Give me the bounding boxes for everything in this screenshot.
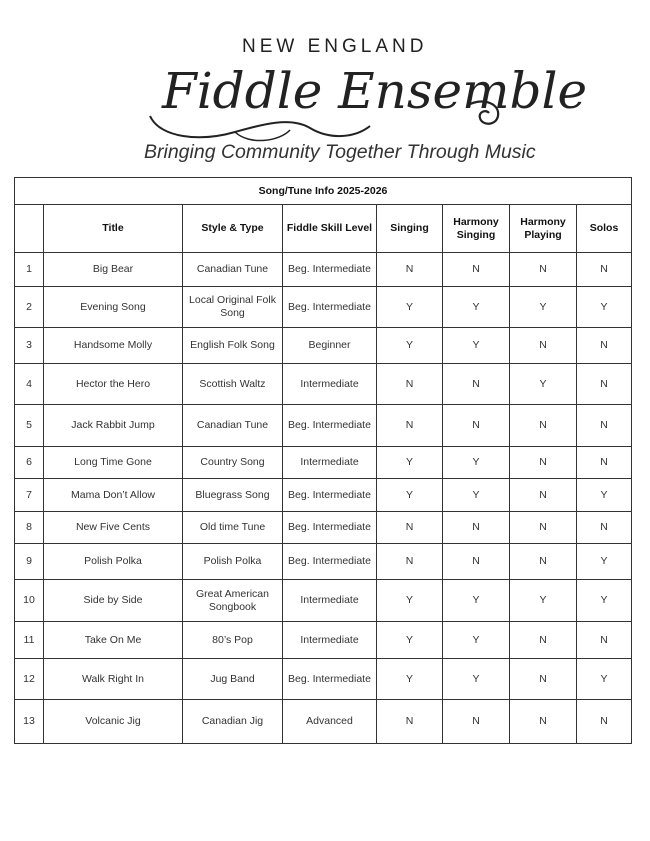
singing-value: Y [377, 659, 443, 700]
harmony-playing-value: N [510, 328, 577, 364]
song-info-table [14, 177, 632, 744]
singing-value: Y [377, 287, 443, 328]
table-row [15, 364, 632, 405]
singing-value: Y [377, 447, 443, 479]
table-row [15, 659, 632, 700]
table-row [15, 700, 632, 744]
singing-value: Y [377, 479, 443, 512]
harmony-playing-value: N [510, 544, 577, 580]
table-row [15, 447, 632, 479]
song-style: Bluegrass Song [183, 479, 283, 512]
song-title: Walk Right In [44, 659, 183, 700]
col-header-harmony-singing: Harmony Singing [443, 205, 510, 253]
song-title: Jack Rabbit Jump [44, 405, 183, 447]
table-row [15, 544, 632, 580]
singing-value: Y [377, 580, 443, 622]
song-style: Local Original Folk Song [183, 287, 283, 328]
solos-value: N [577, 364, 632, 405]
col-header-singing: Singing [377, 205, 443, 253]
row-number: 5 [15, 405, 44, 447]
skill-level: Intermediate [283, 580, 377, 622]
harmony-singing-value: Y [443, 287, 510, 328]
song-style: Polish Polka [183, 544, 283, 580]
row-number: 9 [15, 544, 44, 580]
row-number: 1 [15, 253, 44, 287]
row-number: 8 [15, 512, 44, 544]
logo-script-wordmark [140, 46, 588, 141]
song-style: Canadian Tune [183, 405, 283, 447]
harmony-singing-value: Y [443, 622, 510, 659]
solos-value: N [577, 700, 632, 744]
harmony-singing-value: N [443, 253, 510, 287]
row-number: 6 [15, 447, 44, 479]
harmony-playing-value: Y [510, 287, 577, 328]
song-title: Long Time Gone [44, 447, 183, 479]
skill-level: Beg. Intermediate [283, 512, 377, 544]
table-row [15, 580, 632, 622]
song-style: English Folk Song [183, 328, 283, 364]
harmony-singing-value: Y [443, 659, 510, 700]
singing-value: N [377, 544, 443, 580]
song-style: Great American Songbook [183, 580, 283, 622]
fiddle-scroll-icon [140, 46, 588, 141]
singing-value: N [377, 512, 443, 544]
singing-value: N [377, 405, 443, 447]
col-header-solos: Solos [577, 205, 632, 253]
skill-level: Beginner [283, 328, 377, 364]
org-logo [140, 30, 588, 170]
skill-level: Beg. Intermediate [283, 479, 377, 512]
row-number: 3 [15, 328, 44, 364]
harmony-playing-value: Y [510, 364, 577, 405]
song-style: Country Song [183, 447, 283, 479]
table-row [15, 253, 632, 287]
song-title: Hector the Hero [44, 364, 183, 405]
harmony-playing-value: N [510, 512, 577, 544]
row-number: 4 [15, 364, 44, 405]
solos-value: N [577, 253, 632, 287]
solos-value: N [577, 512, 632, 544]
harmony-singing-value: Y [443, 328, 510, 364]
song-style: Jug Band [183, 659, 283, 700]
col-header-number [15, 205, 44, 253]
song-title: Handsome Molly [44, 328, 183, 364]
skill-level: Advanced [283, 700, 377, 744]
row-number: 13 [15, 700, 44, 744]
song-title: Volcanic Jig [44, 700, 183, 744]
harmony-playing-value: N [510, 405, 577, 447]
logo-script-text: Fiddle Ensemble [162, 62, 588, 120]
harmony-playing-value: N [510, 253, 577, 287]
table-row [15, 479, 632, 512]
harmony-singing-value: N [443, 364, 510, 405]
solos-value: Y [577, 659, 632, 700]
row-number: 12 [15, 659, 44, 700]
song-title: Take On Me [44, 622, 183, 659]
harmony-playing-value: Y [510, 580, 577, 622]
song-title: Big Bear [44, 253, 183, 287]
song-title: Side by Side [44, 580, 183, 622]
song-title: Evening Song [44, 287, 183, 328]
table-row [15, 328, 632, 364]
solos-value: Y [577, 479, 632, 512]
song-style: Scottish Waltz [183, 364, 283, 405]
harmony-playing-value: N [510, 659, 577, 700]
song-style: Canadian Tune [183, 253, 283, 287]
harmony-singing-value: Y [443, 580, 510, 622]
table-row [15, 512, 632, 544]
song-style: Old time Tune [183, 512, 283, 544]
harmony-playing-value: N [510, 700, 577, 744]
harmony-singing-value: Y [443, 447, 510, 479]
harmony-playing-value: N [510, 479, 577, 512]
row-number: 11 [15, 622, 44, 659]
singing-value: N [377, 700, 443, 744]
solos-value: N [577, 405, 632, 447]
table-row [15, 622, 632, 659]
skill-level: Intermediate [283, 447, 377, 479]
song-title: Polish Polka [44, 544, 183, 580]
column-headers [15, 205, 632, 253]
skill-level: Beg. Intermediate [283, 253, 377, 287]
skill-level: Beg. Intermediate [283, 544, 377, 580]
singing-value: N [377, 364, 443, 405]
solos-value: N [577, 622, 632, 659]
skill-level: Beg. Intermediate [283, 405, 377, 447]
row-number: 7 [15, 479, 44, 512]
harmony-singing-value: N [443, 544, 510, 580]
skill-level: Intermediate [283, 364, 377, 405]
harmony-singing-value: N [443, 700, 510, 744]
singing-value: Y [377, 328, 443, 364]
song-style: 80’s Pop [183, 622, 283, 659]
harmony-singing-value: Y [443, 479, 510, 512]
singing-value: N [377, 253, 443, 287]
row-number: 2 [15, 287, 44, 328]
song-style: Canadian Jig [183, 700, 283, 744]
solos-value: N [577, 447, 632, 479]
solos-value: Y [577, 287, 632, 328]
song-title: Mama Don’t Allow [44, 479, 183, 512]
harmony-singing-value: N [443, 512, 510, 544]
skill-level: Beg. Intermediate [283, 659, 377, 700]
col-header-skill-level: Fiddle Skill Level [283, 205, 377, 253]
table-row [15, 405, 632, 447]
solos-value: N [577, 328, 632, 364]
skill-level: Intermediate [283, 622, 377, 659]
table-row [15, 287, 632, 328]
row-number: 10 [15, 580, 44, 622]
tagline: Bringing Community Together Through Music [144, 141, 536, 163]
singing-value: Y [377, 622, 443, 659]
col-header-harmony-playing: Harmony Playing [510, 205, 577, 253]
col-header-title: Title [44, 205, 183, 253]
col-header-style: Style & Type [183, 205, 283, 253]
table-title: Song/Tune Info 2025-2026 [15, 178, 632, 205]
solos-value: Y [577, 544, 632, 580]
solos-value: Y [577, 580, 632, 622]
harmony-playing-value: N [510, 622, 577, 659]
logo-org-name: NEW ENGLAND [242, 36, 428, 57]
song-title: New Five Cents [44, 512, 183, 544]
skill-level: Beg. Intermediate [283, 287, 377, 328]
harmony-singing-value: N [443, 405, 510, 447]
harmony-playing-value: N [510, 447, 577, 479]
